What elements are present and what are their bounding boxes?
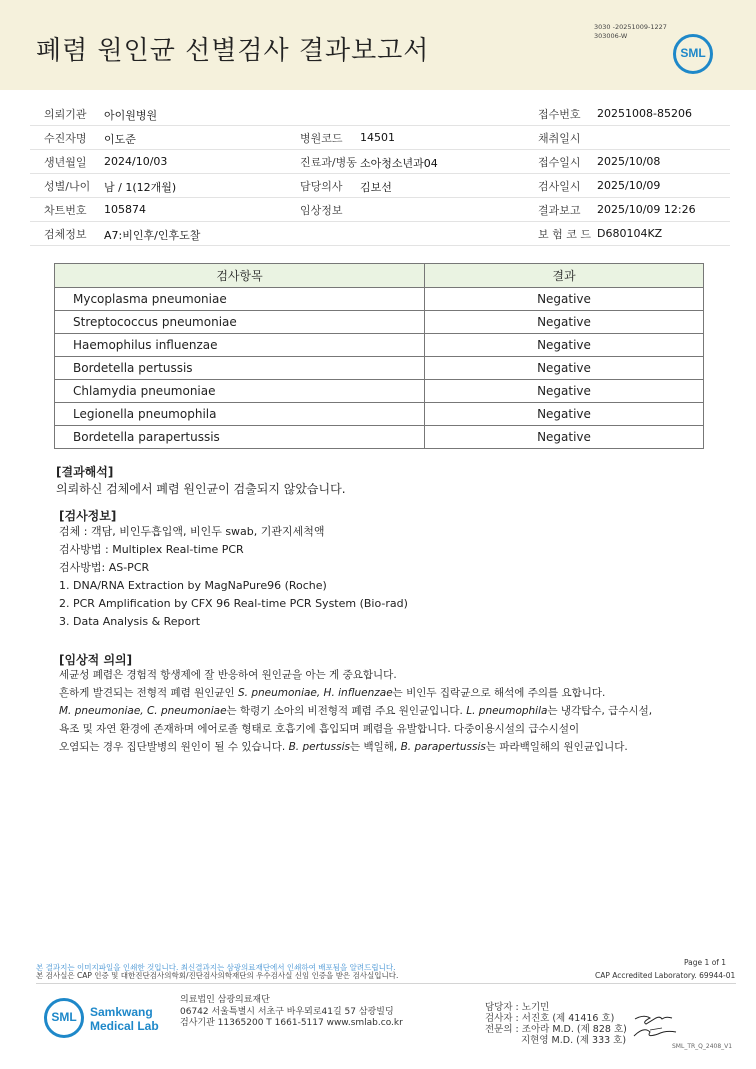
- receipt-date-value: 2025/10/08: [597, 155, 661, 168]
- results-header-row: [55, 264, 704, 288]
- receipt-no-label: 접수번호: [538, 108, 581, 121]
- clinical-species: M. pneumoniae, C. pneumoniae: [59, 705, 227, 717]
- document-code-1: 3030 -20251009-1227: [594, 23, 667, 31]
- test-info-line: 검체 : 객담, 비인두흡입액, 비인두 swab, 기관지세척액: [59, 525, 325, 538]
- table-row: [55, 334, 704, 357]
- collection-date-label: 채취일시: [538, 132, 581, 145]
- info-row: [30, 221, 730, 246]
- info-row: [30, 173, 730, 198]
- department-label: 진료과/병동: [300, 156, 357, 169]
- staff-info: [485, 1002, 627, 1046]
- clinical-line-5: [59, 738, 652, 756]
- institution-address: 06742 서울특별시 서초구 바우뫼로41길 57 삼광빌딩: [180, 1006, 394, 1017]
- report-date-label: 결과보고: [538, 204, 581, 217]
- header-test-item: 검사항목: [55, 264, 425, 288]
- institution-label: 의뢰기관: [44, 108, 87, 121]
- test-info-line: 1. DNA/RNA Extraction by MagNaPure96 (Roche): [59, 579, 327, 592]
- specimen-value: A7:비인후/인후도찰: [104, 229, 201, 242]
- signature-image: [632, 1010, 682, 1042]
- clinical-text: 는 백일해,: [349, 741, 401, 753]
- test-info-title: [검사정보]: [59, 509, 117, 523]
- test-item: Mycoplasma pneumoniae: [55, 288, 425, 311]
- table-row: [55, 311, 704, 334]
- report-date-value: 2025/10/09 12:26: [597, 203, 696, 216]
- document-codes: [594, 23, 667, 41]
- test-result: Negative: [425, 426, 704, 449]
- test-date-label: 검사일시: [538, 180, 581, 193]
- interpretation-text: 의뢰하신 검체에서 폐렴 원인균이 검출되지 않았습니다.: [56, 482, 346, 496]
- doctor-value: 김보선: [360, 181, 392, 194]
- sex-age-label: 성별/나이: [44, 180, 91, 193]
- patient-value: 이도준: [104, 133, 136, 146]
- institution-info: [180, 995, 403, 1030]
- info-row: [30, 101, 730, 126]
- clinical-line-4: 욕조 및 자연 환경에 존재하며 에어로졸 형태로 호흡기에 흡입되며 폐렴을 유발합니다. 다중이용시설의 급수시설이: [59, 723, 580, 735]
- clinical-text: 는 냉각탑수, 급수시설,: [547, 705, 653, 717]
- clinical-text: 는 파라백일해의 원인균입니다.: [485, 741, 628, 753]
- clinical-line-1: 세균성 폐렴은 경험적 항생제에 잘 반응하여 원인균을 아는 게 중요합니다.: [59, 669, 397, 681]
- report-title: 폐렴 원인균 선별검사 결과보고서: [36, 36, 430, 66]
- specimen-label: 검체정보: [44, 228, 87, 241]
- clinical-species: B. pertussis: [288, 741, 350, 753]
- clinical-line-3: [59, 702, 652, 720]
- clinical-line-2: [59, 684, 652, 702]
- birth-label: 생년월일: [44, 156, 87, 169]
- info-row: [30, 125, 730, 150]
- clinical-species: B. parapertussis: [400, 741, 486, 753]
- footer-divider: [36, 983, 736, 984]
- test-item: Haemophilus influenzae: [55, 334, 425, 357]
- accreditation-notice: 본 검사실은 CAP 인증 및 대한진단검사의학회/진단검사의학재단의 우수검사실 신임 인증을 받은 검사실입니다.: [36, 971, 399, 980]
- test-result: Negative: [425, 380, 704, 403]
- sml-logo-text: SML: [680, 46, 706, 60]
- brand-line-1: Samkwang: [90, 1005, 153, 1019]
- receipt-date-label: 접수일시: [538, 156, 581, 169]
- cap-accreditation: CAP Accredited Laboratory. 69944-01: [595, 971, 736, 980]
- sex-age-value: 남 / 1(12개월): [104, 181, 177, 194]
- clinical-text: 오염되는 경우 집단발병의 원인이 될 수 있습니다.: [59, 741, 289, 753]
- clinical-text: 는 비인두 집락균으로 해석에 주의를 요합니다.: [392, 687, 606, 699]
- hospital-code-value: 14501: [360, 131, 395, 144]
- test-item: Legionella pneumophila: [55, 403, 425, 426]
- institution-value: 아이원병원: [104, 109, 158, 122]
- patient-label: 수진자명: [44, 132, 87, 145]
- results-table: [54, 263, 704, 449]
- form-code: SML_TR_Q_2408_V1: [672, 1043, 733, 1050]
- clinical-info-label: 임상정보: [300, 204, 343, 217]
- brand-name: [90, 1005, 159, 1033]
- test-info-line: 2. PCR Amplification by CFX 96 Real-time PCR System (Bio-rad): [59, 597, 408, 610]
- test-item: Streptococcus pneumoniae: [55, 311, 425, 334]
- page-number: Page 1 of 1: [684, 958, 727, 967]
- clinical-text: 흔하게 발견되는 전형적 폐렴 원인균인: [59, 687, 238, 699]
- info-row: [30, 197, 730, 222]
- footer-logo-text: SML: [51, 1010, 77, 1024]
- test-info-line: 3. Data Analysis & Report: [59, 615, 201, 628]
- test-info-line: 검사방법: AS-PCR: [59, 561, 150, 574]
- birth-value: 2024/10/03: [104, 155, 168, 168]
- insurance-code-value: D680104KZ: [597, 227, 663, 240]
- institution-name: 의료법인 삼광의료재단: [180, 995, 270, 1005]
- clinical-species: L. pneumophila: [466, 705, 548, 717]
- test-date-value: 2025/10/09: [597, 179, 661, 192]
- info-row: [30, 149, 730, 174]
- staff-specialist-2: 지현영 M.D. (제 333 호): [521, 1035, 627, 1046]
- clinical-species: S. pneumoniae, H. influenzae: [237, 687, 393, 699]
- staff-tester: 검사자 : 서진호 (제 41416 호): [485, 1013, 615, 1024]
- table-row: [55, 426, 704, 449]
- staff-manager: 담당자 : 노기민: [485, 1002, 550, 1013]
- test-item: Chlamydia pneumoniae: [55, 380, 425, 403]
- test-result: Negative: [425, 334, 704, 357]
- test-info-body: [59, 523, 408, 631]
- test-item: Bordetella pertussis: [55, 357, 425, 380]
- test-item: Bordetella parapertussis: [55, 426, 425, 449]
- document-code-2: 303006-W: [594, 32, 628, 40]
- table-row: [55, 380, 704, 403]
- test-result: Negative: [425, 403, 704, 426]
- clinical-text: 는 학령기 소아의 비전형적 폐렴 주요 원인균입니다.: [226, 705, 467, 717]
- chart-no-value: 105874: [104, 203, 146, 216]
- insurance-code-label: 보 험 코 드: [538, 228, 591, 241]
- interpretation-title: [결과해석]: [56, 465, 114, 479]
- report-header: [0, 0, 756, 90]
- sml-logo: [673, 34, 713, 74]
- table-row: [55, 288, 704, 311]
- clinical-body: [59, 666, 652, 756]
- institution-contact: 검사기관 11365200 T 1661-5117 www.smlab.co.kr: [180, 1018, 403, 1028]
- brand-line-2: Medical Lab: [90, 1019, 159, 1033]
- receipt-no-value: 20251008-85206: [597, 107, 692, 120]
- department-value: 소아청소년과04: [360, 157, 438, 170]
- test-info-line: 검사방법 : Multiplex Real-time PCR: [59, 543, 244, 556]
- clinical-title: [임상적 의의]: [59, 653, 133, 667]
- table-row: [55, 403, 704, 426]
- header-result: 결과: [425, 264, 704, 288]
- chart-no-label: 차트번호: [44, 204, 87, 217]
- table-row: [55, 357, 704, 380]
- hospital-code-label: 병원코드: [300, 132, 343, 145]
- test-result: Negative: [425, 288, 704, 311]
- footer-sml-logo: [44, 998, 84, 1038]
- test-result: Negative: [425, 357, 704, 380]
- test-result: Negative: [425, 311, 704, 334]
- staff-specialist: 전문의 : 조아라 M.D. (제 828 호): [485, 1024, 627, 1035]
- doctor-label: 담당의사: [300, 180, 343, 193]
- print-notice: 본 결과지는 이미지파일을 인쇄한 것입니다. 최신결과지는 삼광의료재단에서 인쇄하여 배포됨을 알려드립니다.: [36, 963, 396, 972]
